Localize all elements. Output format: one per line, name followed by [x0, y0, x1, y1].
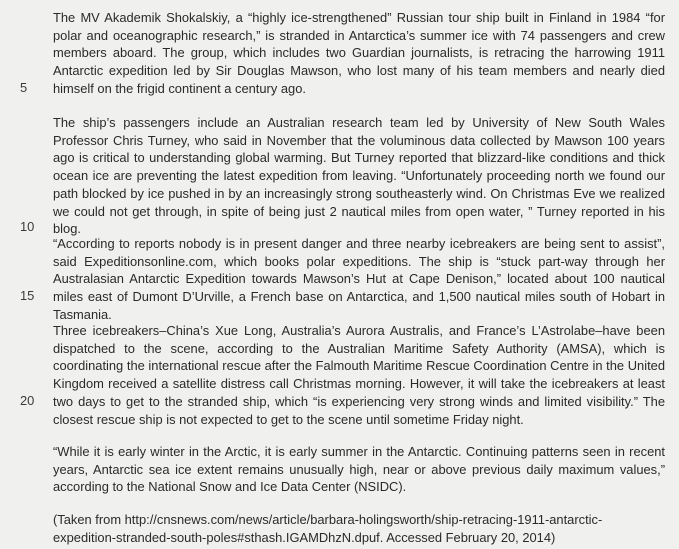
line-number-10: 10	[20, 219, 35, 234]
line-number-5: 5	[20, 80, 28, 95]
paragraph-no-danger: “According to reports nobody is in present danger and three nearby icebreakers are being sent to assist”, said Expeditionsonline.com, which books polar expeditions. The ship is “stuck part-way through her Australasian Antarctic Expedition towards Mawson’s Hut at Cape Denison,” located about 100 nautical miles east of Dumont D’Urville, a French base on Antarctica, and 1,500 nautical miles south of Hobart in Tasmania.	[53, 236, 665, 322]
citation: (Taken from http://cnsnews.com/news/article/barbara-holingsworth/ship-retracing-1911-antarctic-expedition-stranded-south-poles#sthash.IGAMDhzN.dpuf. Accessed February 20, 2014)	[53, 512, 603, 545]
paragraph-icebreakers: Three icebreakers–China’s Xue Long, Australia’s Aurora Australis, and France’s L’Astrolabe–have been dispatched to the scene, according to the Australian Maritime Safety Authority (AMSA), which is coordinating the international rescue after the Falmouth Maritime Rescue Coordination Centre in the United Kingdom received a satellite distress call Christmas morning. However, it will take the icebreakers at least two days to get to the stranded ship, which “is experiencing very strong winds and limited visibility.” The closest rescue ship is not expected to get to the scene until sometime Friday night.	[53, 323, 665, 427]
paragraph-nsidc-quote: “While it is early winter in the Arctic, it is early summer in the Antarctic. Continuing patterns seen in recent years, Antarctic sea ice extent remains unusually high, near or above previous daily maximum values,” according to the National Snow and Ice Data Center (NSIDC).	[53, 444, 665, 495]
paragraph-ship-stranded: The MV Akademik Shokalskiy, a “highly ice-strengthened” Russian tour ship built in Finland in 1984 “for polar and oceanographic research,” is stranded in Antarctica’s summer ice with 74 passengers and crew members aboard. The group, which includes two Guardian journalists, is retracing the harrowing 1911 Antarctic expedition led by Sir Douglas Mawson, who lost many of his team members and nearly died himself on the frigid continent a century ago.	[53, 10, 665, 96]
paragraph-passengers: The ship’s passengers include an Australian research team led by University of New South Wales Professor Chris Turney, who said in November that the voluminous data collected by Mawson 100 years ago is critical to understanding global warming. But Turney reported that blizzard-like conditions and thick ocean ice are preventing the latest expedition from leaving. “Unfortunately proceeding north we found our path blocked by ice pushed in by an increasingly strong southeasterly wind. On Christmas Eve we realized we could not get through, in spite of being just 2 nautical miles from open water, ” Turney reported in his blog.	[53, 115, 665, 237]
line-number-20: 20	[20, 393, 35, 408]
line-number-15: 15	[20, 288, 35, 303]
